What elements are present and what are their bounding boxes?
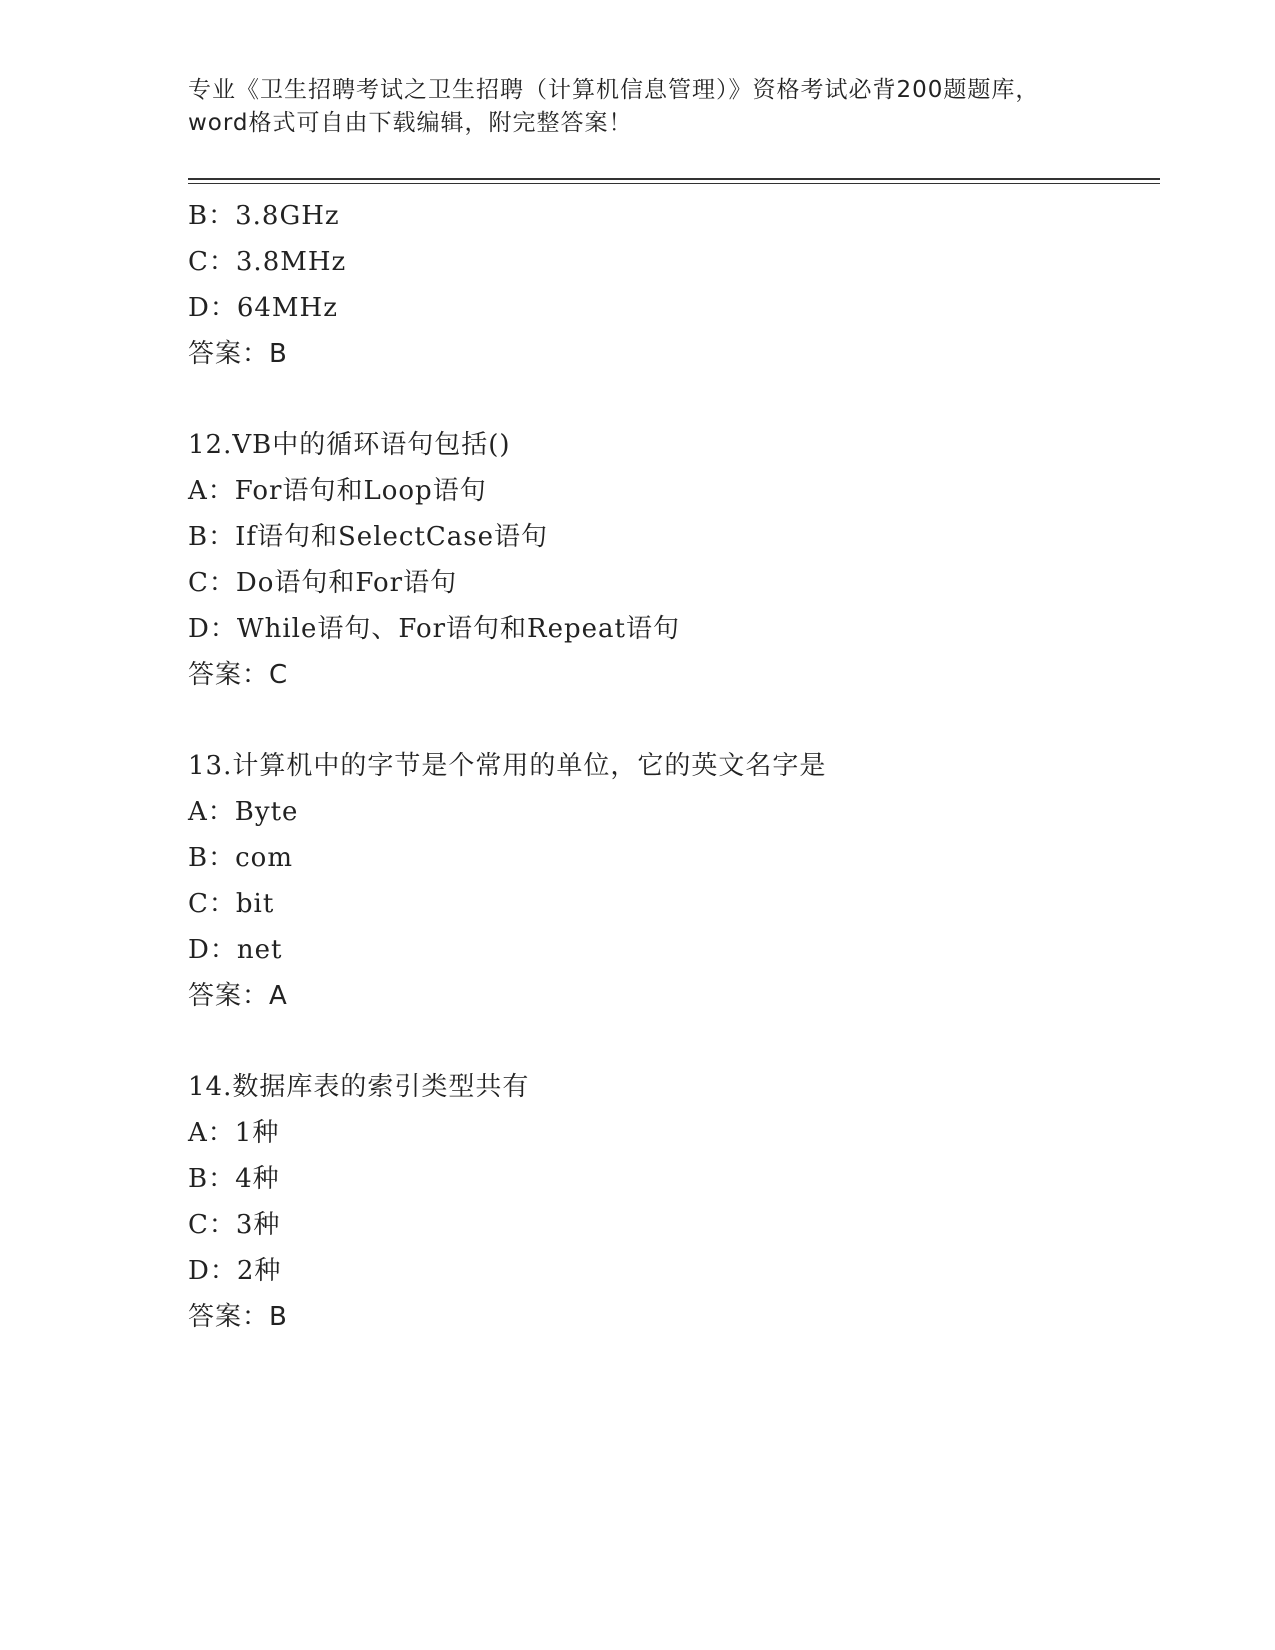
answer: 答案：B (188, 339, 288, 369)
answer: 答案：C (188, 660, 289, 690)
option-d: D：2种 (188, 1256, 282, 1286)
option-b: B：3.8GHz (188, 201, 340, 231)
option-d: D：While语句、For语句和Repeat语句 (188, 614, 680, 644)
question-13 (188, 743, 1148, 1019)
option-c: C：3.8MHz (188, 247, 347, 277)
option-c: C：bit (188, 889, 275, 919)
header-divider-thick (188, 178, 1160, 180)
option-a: A：Byte (188, 797, 299, 827)
question-text: 12.VB中的循环语句包括() (188, 430, 511, 460)
question-12 (188, 422, 1148, 698)
option-a: A：For语句和Loop语句 (188, 476, 487, 506)
answer: 答案：A (188, 981, 288, 1011)
document-header (188, 74, 1108, 140)
question-list (188, 193, 1148, 1340)
question-11-tail (188, 193, 1148, 377)
option-d: D：net (188, 935, 283, 965)
option-d: D：64MHz (188, 293, 338, 323)
option-c: C：Do语句和For语句 (188, 568, 458, 598)
option-c: C：3种 (188, 1210, 281, 1240)
header-divider-thin (188, 183, 1160, 184)
header-line-1: 专业《卫生招聘考试之卫生招聘（计算机信息管理）》资格考试必背200题题库， (188, 77, 1040, 103)
option-a: A：1种 (188, 1118, 280, 1148)
option-b: B：4种 (188, 1164, 280, 1194)
question-text: 13.计算机中的字节是个常用的单位，它的英文名字是 (188, 751, 827, 781)
option-b: B：com (188, 843, 293, 873)
option-b: B：If语句和SelectCase语句 (188, 522, 549, 552)
question-14 (188, 1064, 1148, 1340)
question-text: 14.数据库表的索引类型共有 (188, 1072, 530, 1102)
answer: 答案：B (188, 1302, 288, 1332)
header-line-2: word格式可自由下载编辑，附完整答案！ (188, 110, 633, 136)
